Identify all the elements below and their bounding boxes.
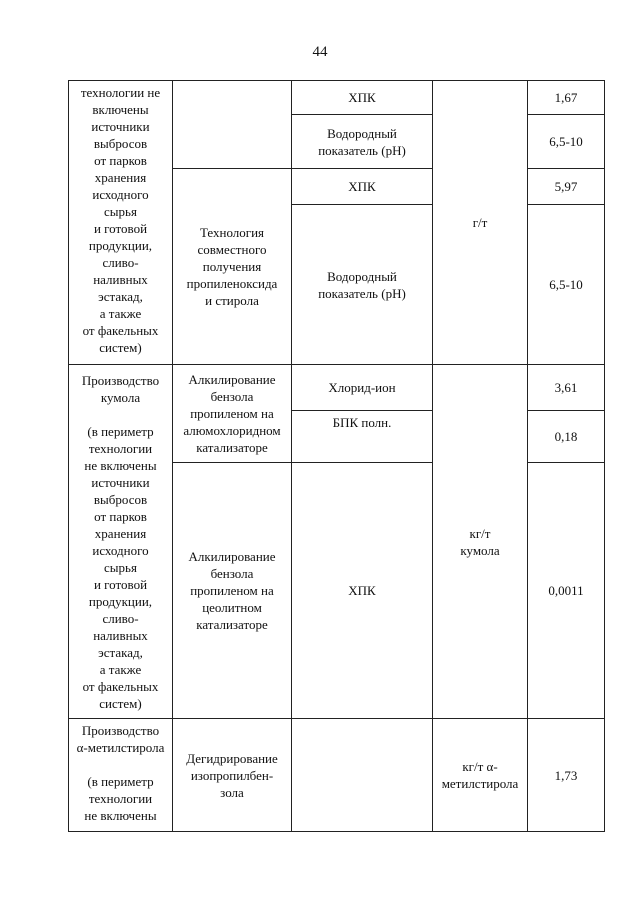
text-line: метилстирола (441, 776, 519, 791)
text-line: Производство (81, 723, 160, 738)
text-line: эстакад, (98, 645, 143, 660)
text-line: катализаторе (196, 617, 268, 632)
text-line: пропиленом на (190, 406, 274, 421)
text-line: и готовой (93, 577, 148, 592)
value-cell: 1,73 (528, 719, 605, 832)
text-line: включены (92, 102, 149, 117)
text-line: бензола (210, 566, 254, 581)
text-line: сливо- (102, 611, 139, 626)
text-line: от факельных (82, 323, 159, 338)
indicator-cell: ХПК (292, 81, 433, 115)
text-line: от факельных (82, 679, 159, 694)
text-line: показатель (рН) (318, 285, 406, 301)
text-line: выбросов (93, 136, 148, 151)
table-row (69, 365, 605, 411)
text-line: Водородный (327, 268, 397, 284)
text-line: алюмохлоридном (183, 423, 281, 438)
text-line: технологии (88, 441, 153, 456)
value-cell: 6,5-10 (528, 205, 605, 365)
value-cell: 5,97 (528, 169, 605, 205)
indicator-cell (292, 719, 433, 832)
text-line: и стирола (205, 293, 259, 308)
text-line: совместного (197, 242, 267, 257)
unit-cell (433, 719, 528, 832)
value-cell: 6,5-10 (528, 115, 605, 169)
indicator-cell: ХПК (292, 169, 433, 205)
text-line: и готовой (93, 221, 148, 236)
text-line: исходного (92, 187, 149, 202)
text-line: Водородный (327, 125, 397, 141)
text-line: цеолитном (202, 600, 262, 615)
indicator-cell: ХПК (292, 463, 433, 719)
technology-cell (173, 463, 292, 719)
text-line: Алкилирование (188, 549, 276, 564)
technology-cell (173, 169, 292, 365)
text-line: кумола (460, 542, 500, 558)
text-line: наливных (93, 628, 148, 643)
value-cell: 0,0011 (528, 463, 605, 719)
text-line: сырья (104, 204, 137, 219)
text-line: Производство (81, 373, 160, 388)
page-number: 44 (312, 44, 328, 60)
value-cell: 3,61 (528, 365, 605, 411)
technology-cell (173, 365, 292, 463)
technology-cell (173, 719, 292, 832)
text-line: (в периметр (87, 774, 154, 789)
indicator-cell (292, 205, 433, 365)
table-row (69, 719, 605, 832)
value-cell: 0,18 (528, 411, 605, 463)
text-line: не включены (84, 458, 157, 473)
text-line: источники (91, 475, 150, 490)
text-line: систем) (99, 340, 142, 355)
text-line: кумола (100, 390, 141, 405)
indicator-cell: Хлорид-ион (292, 365, 433, 411)
text-line: показатель (рН) (318, 142, 406, 158)
text-line: продукции, (88, 238, 153, 253)
indicator-cell: БПК полн. (292, 411, 433, 463)
text-line: сливо- (102, 255, 139, 270)
text-line: исходного (92, 543, 149, 558)
text-line: изопропилбен- (190, 767, 274, 783)
text-line: хранения (94, 526, 147, 541)
production-cell (69, 719, 173, 832)
text-line: от парков (94, 509, 147, 524)
text-line: катализаторе (196, 440, 268, 455)
text-line: пропиленоксида (186, 276, 278, 291)
text-line: источники (91, 119, 150, 134)
text-line: наливных (93, 272, 148, 287)
unit-cell: г/т (433, 81, 528, 365)
production-cell (69, 81, 173, 365)
text-line: бензола (210, 389, 254, 404)
unit-cell (433, 365, 528, 719)
text-line: кг/т (469, 525, 491, 541)
text-line: Технология (199, 225, 265, 240)
text-line: Дегидрирование (186, 750, 278, 766)
text-line: технологии не (80, 85, 161, 100)
text-line: сырья (104, 560, 137, 575)
text-line: α-метилстирола (76, 740, 165, 755)
indicator-cell (292, 115, 433, 169)
text-line: не включены (84, 808, 157, 823)
text-line: кг/т α- (462, 759, 498, 774)
technology-cell (173, 81, 292, 169)
text-line: выбросов (93, 492, 148, 507)
norms-table (68, 80, 605, 832)
text-line: зола (220, 784, 244, 800)
text-line: от парков (94, 153, 147, 168)
text-line: пропиленом на (190, 583, 274, 598)
text-line: технологии (88, 791, 153, 806)
text-line: получения (202, 259, 262, 274)
table-row (69, 81, 605, 115)
text-line: систем) (99, 696, 142, 711)
production-cell (69, 365, 173, 719)
text-line: а также (99, 662, 142, 677)
text-line: хранения (94, 170, 147, 185)
text-line: продукции, (88, 594, 153, 609)
text-line: эстакад, (98, 289, 143, 304)
text-line: (в периметр (87, 424, 154, 439)
value-cell: 1,67 (528, 81, 605, 115)
text-line: а также (99, 306, 142, 321)
text-line: Алкилирование (188, 372, 276, 387)
